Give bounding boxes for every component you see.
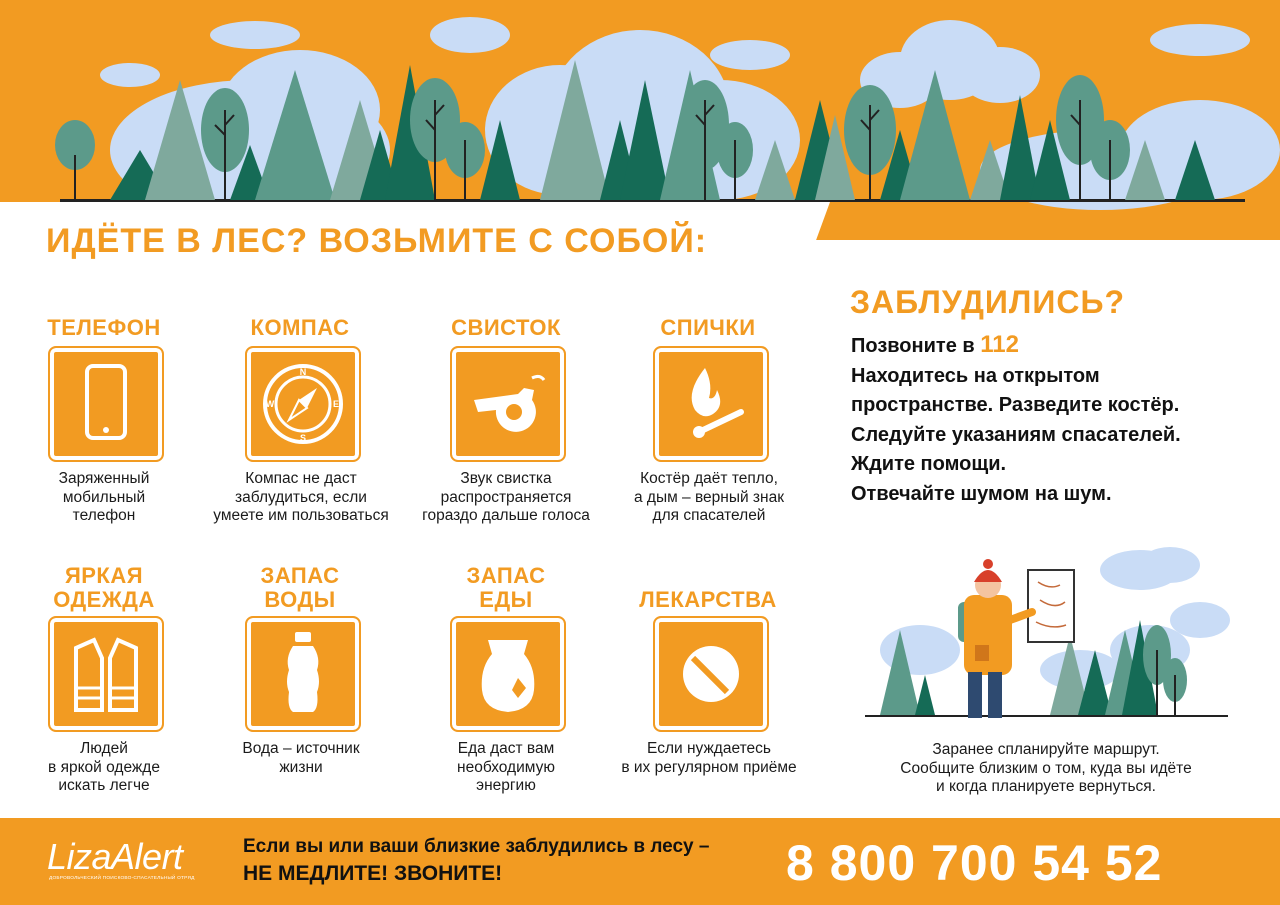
liza-alert-logo: LizaAlert [47,836,183,877]
call-prefix: Позвоните в [851,335,981,357]
instruction-line: Находитесь на открытом [851,364,1100,387]
item-card [610,316,806,340]
item-title: СПИЧКИ [660,315,756,340]
compass-letter-s: S [299,433,307,443]
item-description: Людей в яркой одежде искать легче [48,740,160,794]
water-bottle-icon [245,616,361,732]
item-card [6,564,202,612]
lost-instructions [851,330,1181,510]
item-title: СВИСТОК [451,315,561,340]
pill-icon [653,616,769,732]
call-line [851,330,1181,362]
whistle-icon [450,346,566,462]
item-card [202,316,398,340]
footer-message: Если вы или ваши близкие заблудились в лесу – [243,836,710,857]
instruction-line: Следуйте указаниям спасателей. [851,423,1181,446]
compass-icon [245,346,361,462]
compass-letter-w: W [265,399,275,409]
item-card [408,564,604,612]
compass-letter-n: N [299,367,307,377]
item-title: ЗАПАС ВОДЫ [260,563,340,612]
item-card [6,316,202,340]
item-title: ЗАПАС ЕДЫ [466,563,546,612]
item-card [202,564,398,612]
food-bag-icon [450,616,566,732]
phone-icon [48,346,164,462]
item-description: Заряженный мобильный телефон [58,470,150,524]
hotline-phone: 8 800 700 54 52 [786,835,1163,891]
logo-subtitle: ДОБРОВОЛЬЧЕСКИЙ ПОИСКОВО-СПАСАТЕЛЬНЫЙ ОТРЯД [49,876,195,881]
instruction-line: пространстве. Разведите костёр. [851,394,1180,417]
compass-letter-e: E [332,399,340,409]
item-description: Вода – источник жизни [242,740,360,776]
item-card [610,564,806,612]
vest-icon [48,616,164,732]
item-title: ЯРКАЯ ОДЕЖДА [53,563,155,612]
route-planning-tip: Заранее спланируйте маршрут. Сообщите близким о том, куда вы идёте и когда планируете вернуться. [900,741,1192,795]
lost-title: ЗАБЛУДИЛИСЬ? [850,284,1125,320]
page-title: ИДЁТЕ В ЛЕС? ВОЗЬМИТЕ С СОБОЙ: [46,222,708,260]
footer-call-to-action: НЕ МЕДЛИТЕ! ЗВОНИТЕ! [243,862,503,885]
matches-icon [653,346,769,462]
item-description: Костёр даёт тепло, а дым – верный знак для спасателей [633,470,785,524]
item-title: ТЕЛЕФОН [47,315,161,340]
emergency-number: 112 [980,331,1019,358]
item-description: Компас не даст заблудиться, если умеете им пользоваться [213,470,389,524]
item-description: Если нуждаетесь в их регулярном приёме [621,740,797,776]
item-description: Звук свистка распространяется гораздо дальше голоса [422,470,590,524]
item-title: ЛЕКАРСТВА [639,587,777,612]
item-description: Еда даст вам необходимую энергию [457,740,555,794]
item-title: КОМПАС [250,315,350,340]
instruction-line: Отвечайте шумом на шум. [851,482,1112,505]
item-card [408,316,604,340]
hiker-illustration [860,540,1240,720]
instruction-line: Ждите помощи. [851,453,1007,476]
